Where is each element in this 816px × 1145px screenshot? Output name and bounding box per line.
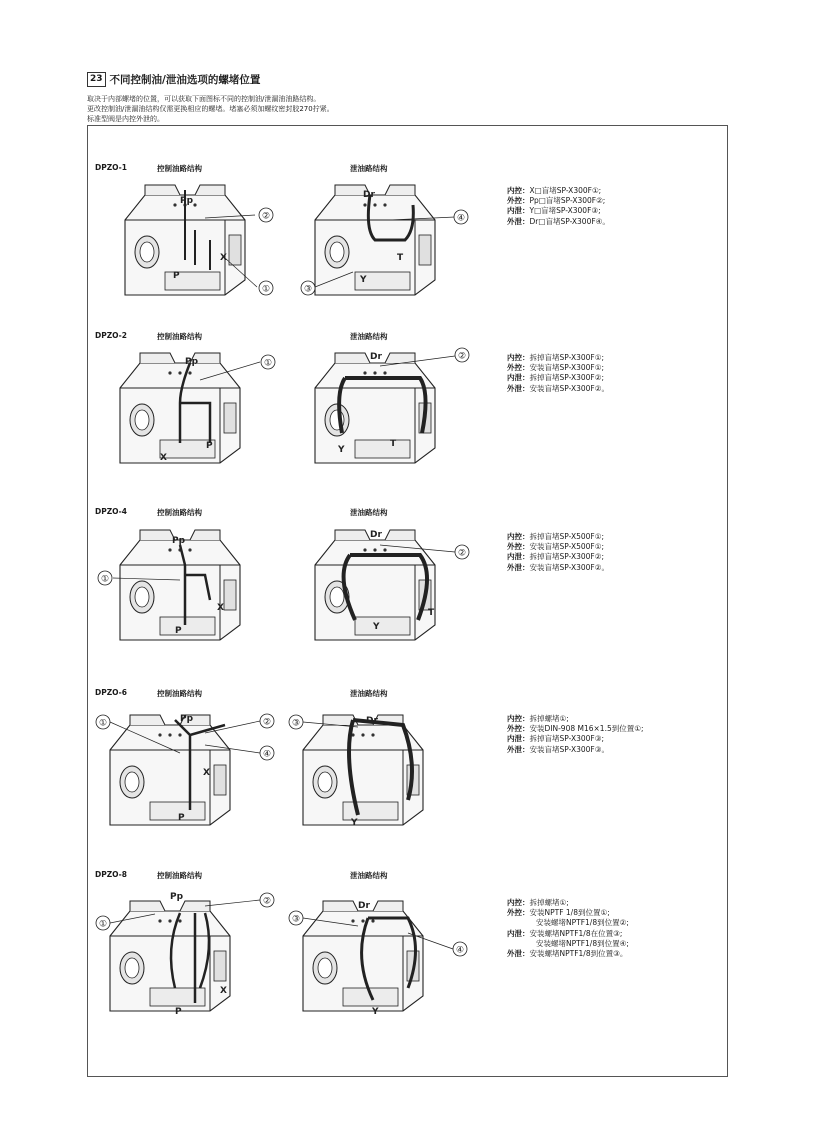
note-label: 外控： — [507, 908, 530, 918]
note-text: 拆掉螺堵①; — [529, 714, 569, 723]
port-label: Y — [351, 818, 358, 828]
control-column-label: 控制油路结构 — [157, 689, 202, 698]
model-label: DPZO-6 — [95, 688, 128, 697]
port-label: Dr — [363, 190, 375, 200]
note-label: 外泄： — [507, 744, 530, 754]
note-label: 外控： — [507, 724, 530, 734]
note-label: 内控： — [507, 532, 530, 541]
model-label: DPZO-1 — [95, 163, 128, 172]
callout-number: ③ — [303, 284, 313, 295]
callout-number: ① — [98, 718, 108, 729]
control-circuit-diagram — [95, 525, 275, 640]
drain-circuit-diagram — [288, 888, 473, 1018]
callout-number: ④ — [456, 213, 466, 224]
section-header — [87, 69, 737, 124]
drain-column-label: 泄油路结构 — [350, 871, 388, 880]
intro-line: 更改控制油/泄漏油结构仅需更换相应的螺堵。堵塞必须加螺纹密封胶270拧紧。 — [87, 105, 334, 113]
note-label: 外控： — [507, 196, 530, 206]
port-label: T — [390, 439, 397, 449]
control-circuit-diagram — [95, 888, 280, 1018]
note-text: 拆掉螺堵①; — [529, 898, 569, 907]
drain-circuit-diagram — [295, 180, 475, 305]
drain-column-label: 泄油路结构 — [350, 508, 388, 517]
notes-block — [507, 898, 629, 959]
control-column-label: 控制油路结构 — [157, 332, 202, 341]
note-label: 外泄： — [507, 562, 530, 572]
note-text: X□盲堵SP-X300F①; — [529, 186, 602, 195]
port-label: X — [160, 453, 167, 463]
port-label: Pp — [180, 714, 194, 724]
note-label: 内控： — [507, 714, 530, 723]
port-label: P — [206, 441, 213, 451]
callout-number: ② — [261, 211, 271, 222]
port-label: P — [175, 626, 182, 636]
control-circuit-diagram — [120, 180, 280, 305]
port-label: X — [217, 603, 224, 613]
port-label: Y — [373, 622, 380, 632]
port-label: Pp — [170, 892, 184, 902]
note-text: 安装NPTF 1/8到位置①; — [529, 908, 610, 918]
port-label: Dr — [370, 530, 382, 540]
port-label: X — [220, 986, 227, 996]
control-column-label: 控制油路结构 — [157, 871, 202, 880]
note-text: 安装螺堵NPTF1/8到位置④; — [536, 938, 629, 948]
note-text: 安装盲堵SP-X300F②。 — [529, 383, 609, 393]
notes-block — [507, 353, 609, 394]
callout-number: ① — [263, 358, 273, 369]
notes-block — [507, 532, 609, 573]
drain-circuit-diagram — [310, 348, 475, 468]
port-label: X — [220, 253, 227, 263]
note-text: 拆掉盲堵SP-X300F①; — [529, 353, 604, 362]
note-text: Dr□盲堵SP-X300F④。 — [529, 216, 610, 226]
port-label: Y — [338, 445, 345, 455]
control-circuit-diagram — [120, 348, 280, 468]
note-text: 拆掉盲堵SP-X300F②; — [529, 552, 604, 562]
note-text: 拆掉盲堵SP-X300F②; — [529, 373, 604, 383]
port-label: T — [397, 253, 404, 263]
port-label: Pp — [180, 196, 194, 206]
callout-number: ② — [262, 717, 272, 728]
note-label: 内泄： — [507, 206, 530, 216]
note-text: 安装螺堵NPTF1/8到位置②; — [536, 918, 629, 928]
note-text: 安装盲堵SP-X500F①; — [529, 542, 604, 552]
port-label: Dr — [366, 716, 378, 726]
callout-number: ① — [100, 574, 110, 585]
callout-number: ① — [261, 284, 271, 295]
port-label: X — [203, 768, 210, 778]
intro-text — [87, 94, 737, 124]
note-label: 外泄： — [507, 949, 530, 959]
callout-number: ② — [262, 896, 272, 907]
control-circuit-diagram — [95, 705, 280, 830]
note-label: 内泄： — [507, 373, 530, 383]
note-label: 内泄： — [507, 734, 530, 744]
callout-number: ④ — [455, 945, 465, 956]
callout-number: ④ — [262, 749, 272, 760]
port-label: Pp — [185, 357, 199, 367]
port-label: Pp — [172, 536, 186, 546]
drain-column-label: 泄油路结构 — [350, 332, 388, 341]
model-label: DPZO-4 — [95, 507, 128, 516]
note-text: 安装盲堵SP-X300F③。 — [529, 744, 609, 754]
note-text: Y□盲堵SP-X300F③; — [529, 206, 601, 216]
port-label: P — [178, 813, 185, 823]
model-label: DPZO-2 — [95, 331, 128, 340]
notes-block — [507, 186, 610, 227]
note-label: 内控： — [507, 898, 530, 907]
callout-number: ③ — [291, 718, 301, 729]
port-label: T — [428, 608, 435, 618]
port-label: Y — [372, 1007, 379, 1017]
note-label: 外泄： — [507, 216, 530, 226]
drain-column-label: 泄油路结构 — [350, 164, 388, 173]
note-text: 安装盲堵SP-X300F②。 — [529, 562, 609, 572]
port-label: Dr — [358, 901, 370, 911]
note-text: 安装螺堵NPTF1/8到位置③。 — [529, 949, 628, 959]
callout-number: ② — [457, 351, 467, 362]
model-label: DPZO-8 — [95, 870, 128, 879]
note-label: 外控： — [507, 363, 530, 373]
note-text: 安装DIN-908 M16×1.5到位置①; — [529, 724, 644, 734]
port-label: P — [173, 271, 180, 281]
callout-number: ② — [457, 548, 467, 559]
notes-block — [507, 714, 643, 755]
drain-circuit-diagram — [310, 525, 475, 640]
port-label: Y — [360, 275, 367, 285]
drain-circuit-diagram — [288, 705, 468, 830]
port-label: P — [175, 1007, 182, 1017]
note-text: 拆掉盲堵SP-X500F①; — [529, 532, 604, 541]
note-label: 内控： — [507, 353, 530, 362]
section-number: 23 — [87, 72, 106, 87]
callout-number: ③ — [291, 914, 301, 925]
intro-line: 取决于内部螺堵的位置，可以获取下面图标不同的控制油/泄漏油油路结构。 — [87, 95, 321, 103]
control-column-label: 控制油路结构 — [157, 508, 202, 517]
note-text: 安装盲堵SP-X300F①; — [529, 363, 604, 373]
callout-number: ① — [98, 919, 108, 930]
note-label: 内泄： — [507, 552, 530, 562]
port-label: Dr — [370, 352, 382, 362]
note-label: 内泄： — [507, 928, 530, 938]
note-text: Pp□盲堵SP-X300F②; — [529, 196, 606, 206]
note-label: 内控： — [507, 186, 530, 195]
control-column-label: 控制油路结构 — [157, 164, 202, 173]
drain-column-label: 泄油路结构 — [350, 689, 388, 698]
section-title: 不同控制油/泄油选项的螺堵位置 — [109, 74, 261, 86]
note-text: 安装螺堵NPTF1/8在位置③; — [529, 928, 623, 938]
intro-line: 标准型阀是内控外泄的。 — [87, 115, 164, 123]
note-text: 拆掉盲堵SP-X300F③; — [529, 734, 604, 744]
note-label: 外泄： — [507, 383, 530, 393]
note-label: 外控： — [507, 542, 530, 552]
